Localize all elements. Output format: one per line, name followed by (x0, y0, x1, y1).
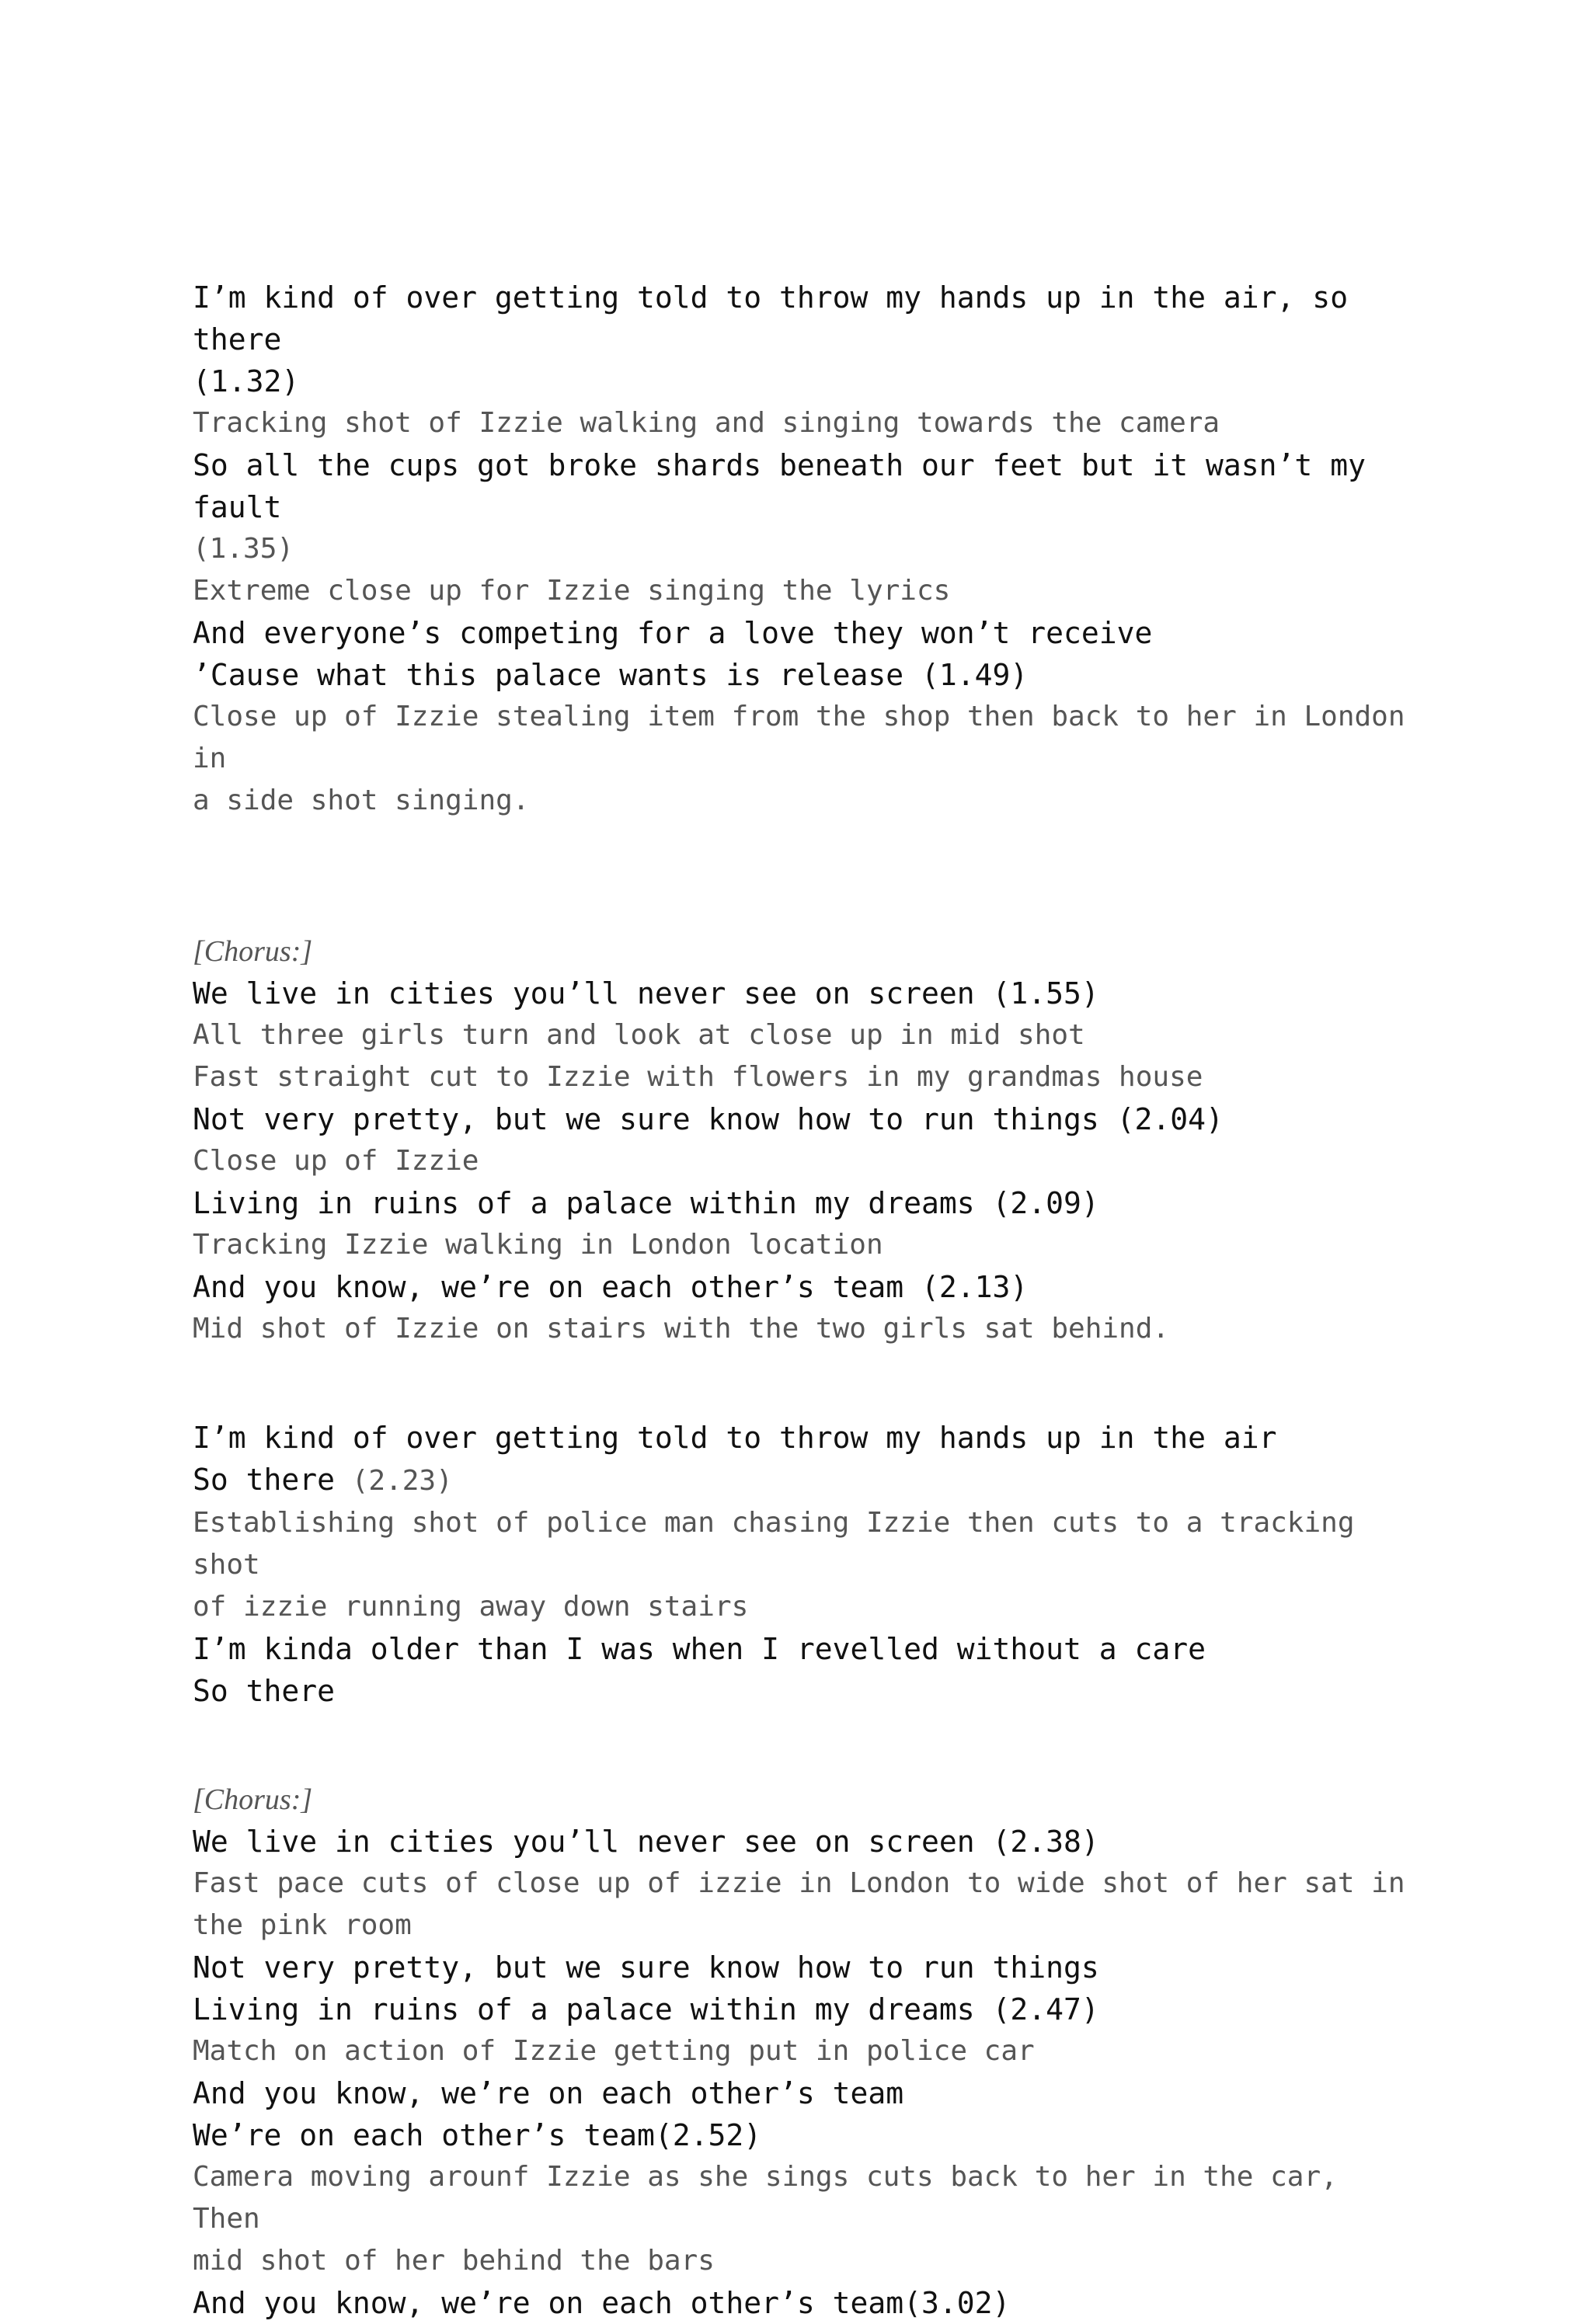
line-text: And you know, we’re on each other’s team(3.02) (193, 2286, 1011, 2320)
line-text: Tracking shot of Izzie walking and singing towards the camera (193, 407, 1220, 439)
shot-direction (193, 528, 1420, 570)
line-text: I’m kind of over getting told to throw my hands up in the air, so there (193, 280, 1366, 357)
lyric-line (193, 277, 1420, 360)
shot-direction (193, 1863, 1420, 1905)
lyric-line (193, 360, 1420, 402)
line-text: ’Cause what this palace wants is release (1.49) (193, 658, 1029, 692)
lyric-line (193, 1821, 1420, 1863)
line-text: I’m kind of over getting told to throw my hands up in the air (193, 1421, 1277, 1455)
document-body (193, 277, 1420, 2324)
lyric-line (193, 1417, 1420, 1459)
line-text: So all the cups got broke shards beneath our feet but it wasn’t my fault (193, 448, 1384, 524)
lyric-line (193, 1182, 1420, 1224)
line-text: So there (193, 1463, 336, 1497)
lyric-line (193, 2072, 1420, 2114)
lyric-line (193, 654, 1420, 696)
lyric-line (193, 444, 1420, 528)
shot-direction (193, 1905, 1420, 1947)
line-text: a side shot singing. (193, 785, 530, 816)
lyric-line (193, 1459, 1420, 1502)
lyric-line (193, 2114, 1420, 2156)
lyric-line (193, 1098, 1420, 1140)
line-text: (1.32) (193, 364, 300, 398)
line-text: And you know, we’re on each other’s team (2.13) (193, 1270, 1029, 1304)
timestamp: (2.23) (335, 1465, 453, 1497)
line-text: Match on action of Izzie getting put in police car (193, 2035, 1035, 2067)
line-text: Not very pretty, but we sure know how to run things (193, 1950, 1099, 1985)
line-text: (1.35) (193, 533, 294, 565)
shot-direction (193, 2156, 1420, 2240)
shot-direction (193, 1140, 1420, 1182)
line-text: Not very pretty, but we sure know how to run things (2.04) (193, 1102, 1224, 1136)
line-text: We’re on each other’s team(2.52) (193, 2118, 762, 2152)
shot-direction (193, 1014, 1420, 1056)
line-text: And everyone’s competing for a love they won’t receive (193, 616, 1153, 650)
line-text: And you know, we’re on each other’s team (193, 2076, 904, 2110)
line-text: So there (193, 1674, 336, 1708)
shot-direction (193, 1586, 1420, 1628)
lyric-line (193, 1988, 1420, 2030)
section-header (193, 931, 1420, 972)
line-text: I’m kinda older than I was when I revelled without a care (193, 1632, 1206, 1666)
line-text: [Chorus:] (193, 1783, 313, 1816)
shot-direction (193, 780, 1420, 822)
shot-direction (193, 570, 1420, 612)
line-text: Fast straight cut to Izzie with flowers in my grandmas house (193, 1061, 1203, 1093)
shot-direction (193, 1308, 1420, 1350)
shot-direction (193, 1224, 1420, 1266)
lyric-line (193, 1628, 1420, 1670)
shot-direction (193, 2030, 1420, 2072)
line-text: Tracking Izzie walking in London location (193, 1229, 883, 1261)
line-text: Close up of Izzie (193, 1145, 479, 1177)
line-text: Living in ruins of a palace within my dreams (2.09) (193, 1186, 1099, 1220)
shot-direction (193, 1502, 1420, 1586)
line-text: of izzie running away down stairs (193, 1591, 749, 1623)
line-text: All three girls turn and look at close up in mid shot (193, 1019, 1085, 1051)
shot-direction (193, 696, 1420, 780)
blank-line (193, 834, 1420, 918)
shot-direction (193, 1056, 1420, 1098)
lyric-line (193, 2282, 1420, 2324)
line-text: We live in cities you’ll never see on screen (2.38) (193, 1825, 1099, 1859)
line-text: Close up of Izzie stealing item from the shop then back to her in London in (193, 701, 1422, 774)
line-text: the pink room (193, 1909, 412, 1941)
lyric-line (193, 972, 1420, 1014)
line-text: Extreme close up for Izzie singing the lyrics (193, 575, 951, 607)
lyric-line (193, 612, 1420, 654)
lyric-line (193, 1947, 1420, 1988)
line-text: Living in ruins of a palace within my dreams (2.47) (193, 1992, 1099, 2027)
shot-direction (193, 402, 1420, 444)
section-header (193, 1779, 1420, 1821)
lyric-line (193, 1266, 1420, 1308)
blank-line (193, 1724, 1420, 1766)
blank-line (193, 1362, 1420, 1404)
lyric-line (193, 1670, 1420, 1712)
line-text: mid shot of her behind the bars (193, 2245, 715, 2277)
line-text: Mid shot of Izzie on stairs with the two girls sat behind. (193, 1313, 1170, 1345)
line-text: Fast pace cuts of close up of izzie in London to wide shot of her sat in (193, 1867, 1405, 1899)
line-text: We live in cities you’ll never see on screen (1.55) (193, 976, 1099, 1011)
line-text: [Chorus:] (193, 935, 313, 968)
shot-direction (193, 2240, 1420, 2282)
line-text: Establishing shot of police man chasing Izzie then cuts to a tracking shot (193, 1507, 1372, 1581)
line-text: Camera moving arounf Izzie as she sings cuts back to her in the car, Then (193, 2161, 1355, 2235)
